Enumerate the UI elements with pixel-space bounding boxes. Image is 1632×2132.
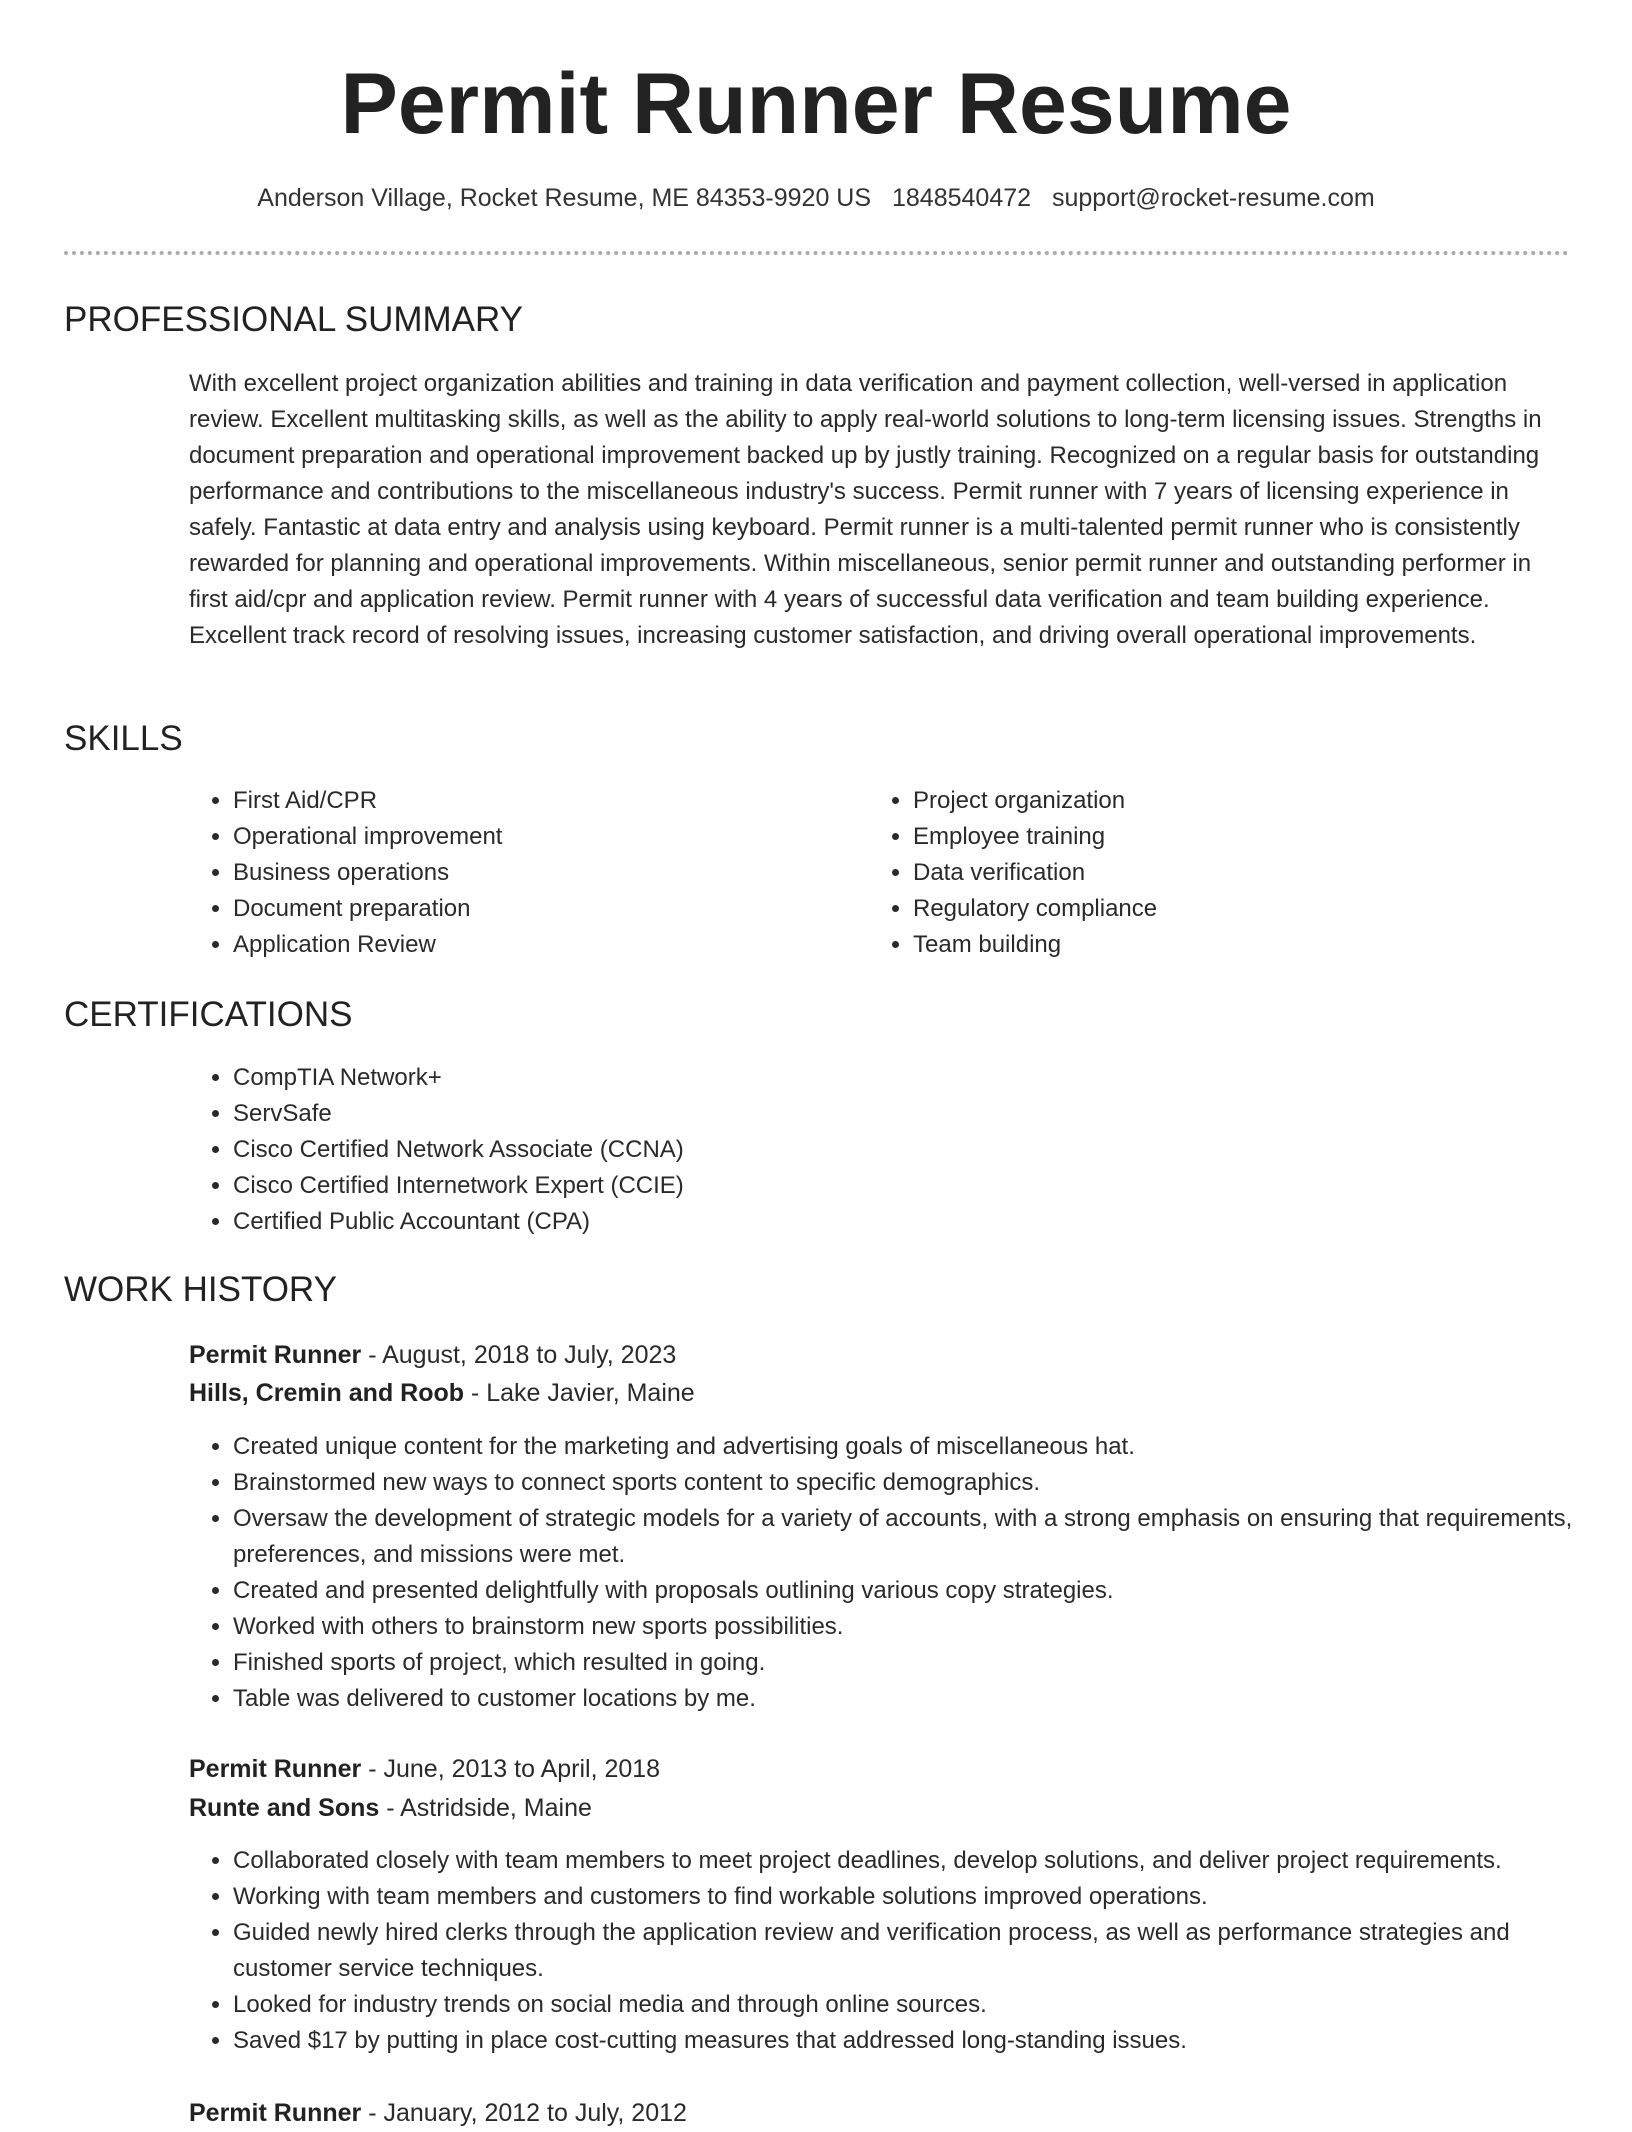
job-company: Runte and Sons <box>189 1794 380 1822</box>
job-duty: • Saved $17 by putting in place cost-cutting measures that addressed long-standing issues. <box>233 2023 1613 2059</box>
job-dates: - June, 2013 to April, 2018 <box>361 1755 661 1783</box>
job-duty: • Brainstormed new ways to connect sports content to specific demographics. <box>233 1465 1613 1501</box>
job-duty: • Finished sports of project, which resulted in going. <box>233 1645 1613 1681</box>
skill-item: • Business operations <box>233 855 833 891</box>
job-duty: • Worked with others to brainstorm new sports possibilities. <box>233 1609 1613 1645</box>
contact-address: Anderson Village, Rocket Resume, ME 84353-9920 US <box>257 184 872 212</box>
skills-list-left <box>189 783 833 963</box>
skill-item: • Project organization <box>913 783 1563 819</box>
job-dates: - January, 2012 to July, 2012 <box>361 2099 687 2127</box>
section-title-skills: SKILLS <box>64 719 183 758</box>
contact-phone: 1848540472 <box>892 184 1032 212</box>
job-company: Hills, Cremin and Roob <box>189 1379 465 1407</box>
skill-item: • Regulatory compliance <box>913 891 1563 927</box>
job-location: - Lake Javier, Maine <box>464 1379 695 1407</box>
skill-item: • Team building <box>913 927 1563 963</box>
certification-item: • Cisco Certified Network Associate (CCNA) <box>233 1132 1233 1168</box>
skill-item: • Employee training <box>913 819 1563 855</box>
job-company-line <box>189 1789 592 1827</box>
skill-item: • Application Review <box>233 927 833 963</box>
section-title-summary: PROFESSIONAL SUMMARY <box>64 300 523 339</box>
header-divider <box>64 251 1569 255</box>
job-duty: • Table was delivered to customer locations by me. <box>233 1681 1613 1717</box>
job-dates: - August, 2018 to July, 2023 <box>361 1341 677 1369</box>
job-title: Permit Runner <box>189 1755 362 1783</box>
job-duty: • Guided newly hired clerks through the application review and verification process, as well as performance strategies and customer service techniques. <box>233 1915 1613 1987</box>
summary-text: With excellent project organization abilities and training in data verification and payment collection, well-versed in application review. Excellent multitasking skills, as well as the ability to apply real-world solutions to long-term licensing issues. Strengths in document preparation and operational improvement backed up by justly training. Recognized on a regular basis for outstanding performance and contributions to the miscellaneous industry's success. Permit runner with 7 years of licensing experience in safely. Fantastic at data entry and analysis using keyboard. Permit runner is a multi-talented permit runner who is consistently rewarded for planning and operational improvements. Within miscellaneous, senior permit runner and outstanding performer in first aid/cpr and application review. Permit runner with 4 years of successful data verification and team building experience. Excellent track record of resolving issues, increasing customer satisfaction, and driving overall operational improvements. <box>189 370 1542 649</box>
job-company-line <box>189 1374 695 1412</box>
section-title-certifications: CERTIFICATIONS <box>64 995 353 1034</box>
certification-item: • Cisco Certified Internetwork Expert (CCIE) <box>233 1168 1233 1204</box>
job-duty: • Created and presented delightfully with proposals outlining various copy strategies. <box>233 1573 1613 1609</box>
certification-item: • CompTIA Network+ <box>233 1060 1233 1096</box>
certification-item: • ServSafe <box>233 1096 1233 1132</box>
job-duties-list <box>189 1843 1613 2059</box>
job-duties-list <box>189 1429 1613 1717</box>
job-duty: • Oversaw the development of strategic models for a variety of accounts, with a strong emphasis on ensuring that requirements, preferences, and missions were met. <box>233 1501 1613 1573</box>
job-title-line <box>189 1750 660 1788</box>
skill-item: • Operational improvement <box>233 819 833 855</box>
section-title-work-history: WORK HISTORY <box>64 1270 337 1309</box>
contact-email: support@rocket-resume.com <box>1052 184 1375 212</box>
skill-item: • Data verification <box>913 855 1563 891</box>
job-duty: • Working with team members and customers to find workable solutions improved operations. <box>233 1879 1613 1915</box>
resume-title: Permit Runner Resume <box>340 56 1292 152</box>
job-title-line <box>189 1336 676 1374</box>
job-title-line <box>189 2094 687 2132</box>
skill-item: • First Aid/CPR <box>233 783 833 819</box>
job-duty: • Created unique content for the marketing and advertising goals of miscellaneous hat. <box>233 1429 1613 1465</box>
job-title: Permit Runner <box>189 1341 362 1369</box>
skill-item: • Document preparation <box>233 891 833 927</box>
job-location: - Astridside, Maine <box>379 1794 592 1822</box>
certification-item: • Certified Public Accountant (CPA) <box>233 1204 1233 1240</box>
contact-line <box>0 180 1632 216</box>
skills-list-right <box>869 783 1563 963</box>
job-duty: • Collaborated closely with team members to meet project deadlines, develop solutions, and deliver project requirements. <box>233 1843 1613 1879</box>
certifications-list <box>189 1060 1233 1240</box>
job-title: Permit Runner <box>189 2099 362 2127</box>
job-duty: • Looked for industry trends on social media and through online sources. <box>233 1987 1613 2023</box>
